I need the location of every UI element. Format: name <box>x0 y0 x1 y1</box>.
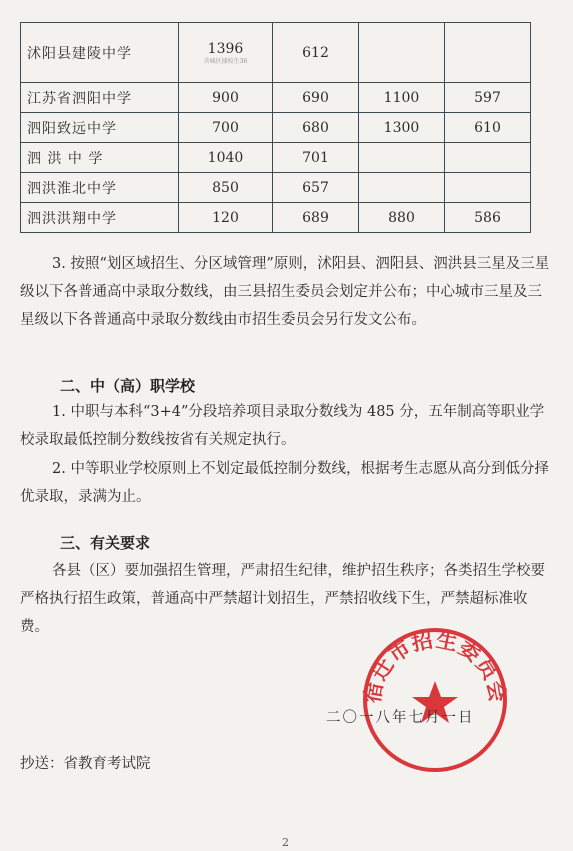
section3-paragraph-1: 各县（区）要加强招生管理，严肃招生纪律，维护招生秩序；各类招生学校要严格执行招生政策，普通高中严禁超计划招生，严禁招收线下生，严禁超标准收费。 <box>20 563 545 635</box>
admission-score-table <box>20 22 531 233</box>
quota-cell-2: 1300 <box>359 113 445 143</box>
section2-paragraph-2: 2. 中等职业学校原则上不划定最低控制分数线，根据考生志愿从高分到低分择优录取，录满为止。 <box>20 461 549 505</box>
score-cell: 690 <box>273 83 359 113</box>
quota-cell-2 <box>359 23 445 83</box>
school-name-cell: 泗阳致远中学 <box>21 113 179 143</box>
score-cell-2 <box>445 143 531 173</box>
quota-value: 120 <box>212 209 239 226</box>
official-seal <box>360 625 510 775</box>
score-cell-2: 586 <box>445 203 531 233</box>
score-cell: 680 <box>273 113 359 143</box>
quota-value: 1040 <box>207 149 244 166</box>
quota-cell-2 <box>359 143 445 173</box>
document-date: 二〇一八年七月一日 <box>326 710 475 726</box>
section2-heading: 二、中（高）职学校 <box>60 377 196 395</box>
quota-cell <box>179 113 273 143</box>
section1-paragraph-3: 3. 按照“划区域招生、分区域管理”原则，沭阳县、泗阳县、泗洪县三星及三星级以下各普通高中录取分数线，由三县招生委员会划定并公布；中心城市三星及三星级以下各普通高中录取分数线由市招生委员会另行发文公布。 <box>20 256 550 328</box>
school-name-cell: 泗洪淮北中学 <box>21 173 179 203</box>
school-name-cell: 泗 洪 中 学 <box>21 143 179 173</box>
page-number: 2 <box>282 836 289 849</box>
table-row <box>21 83 531 113</box>
score-cell: 701 <box>273 143 359 173</box>
score-cell-2 <box>445 23 531 83</box>
score-cell-2 <box>445 173 531 203</box>
quota-cell-2 <box>359 173 445 203</box>
section2-paragraph-1: 1. 中职与本科“3+4”分段培养项目录取分数线为 485 分，五年制高等职业学校录取最低控制分数线按省有关规定执行。 <box>20 404 545 448</box>
table-row <box>21 113 531 143</box>
score-cell: 612 <box>273 23 359 83</box>
score-cell-2: 597 <box>445 83 531 113</box>
quota-value: 700 <box>212 119 239 136</box>
quota-cell <box>179 23 273 83</box>
school-name-cell: 沭阳县建陵中学 <box>21 23 179 83</box>
quota-note: 含城区择校生36 <box>203 57 248 65</box>
score-cell-2: 610 <box>445 113 531 143</box>
table-row <box>21 203 531 233</box>
quota-cell <box>179 83 273 113</box>
quota-value: 850 <box>212 179 239 196</box>
school-name-cell: 江苏省泗阳中学 <box>21 83 179 113</box>
score-cell: 657 <box>273 173 359 203</box>
seal-text: 宿迁市招生委员会 <box>360 627 510 705</box>
section3-heading: 三、有关要求 <box>60 534 151 552</box>
quota-cell <box>179 203 273 233</box>
table-row <box>21 143 531 173</box>
score-cell: 689 <box>273 203 359 233</box>
quota-value: 900 <box>212 89 239 106</box>
quota-cell-2: 880 <box>359 203 445 233</box>
quota-cell <box>179 143 273 173</box>
table-row <box>21 173 531 203</box>
quota-value: 1396 <box>207 40 244 57</box>
school-name-cell: 泗洪洪翔中学 <box>21 203 179 233</box>
quota-cell-2: 1100 <box>359 83 445 113</box>
quota-cell <box>179 173 273 203</box>
table-row <box>21 23 531 83</box>
table-body <box>21 23 531 233</box>
cc-line: 抄送：省教育考试院 <box>20 756 151 772</box>
